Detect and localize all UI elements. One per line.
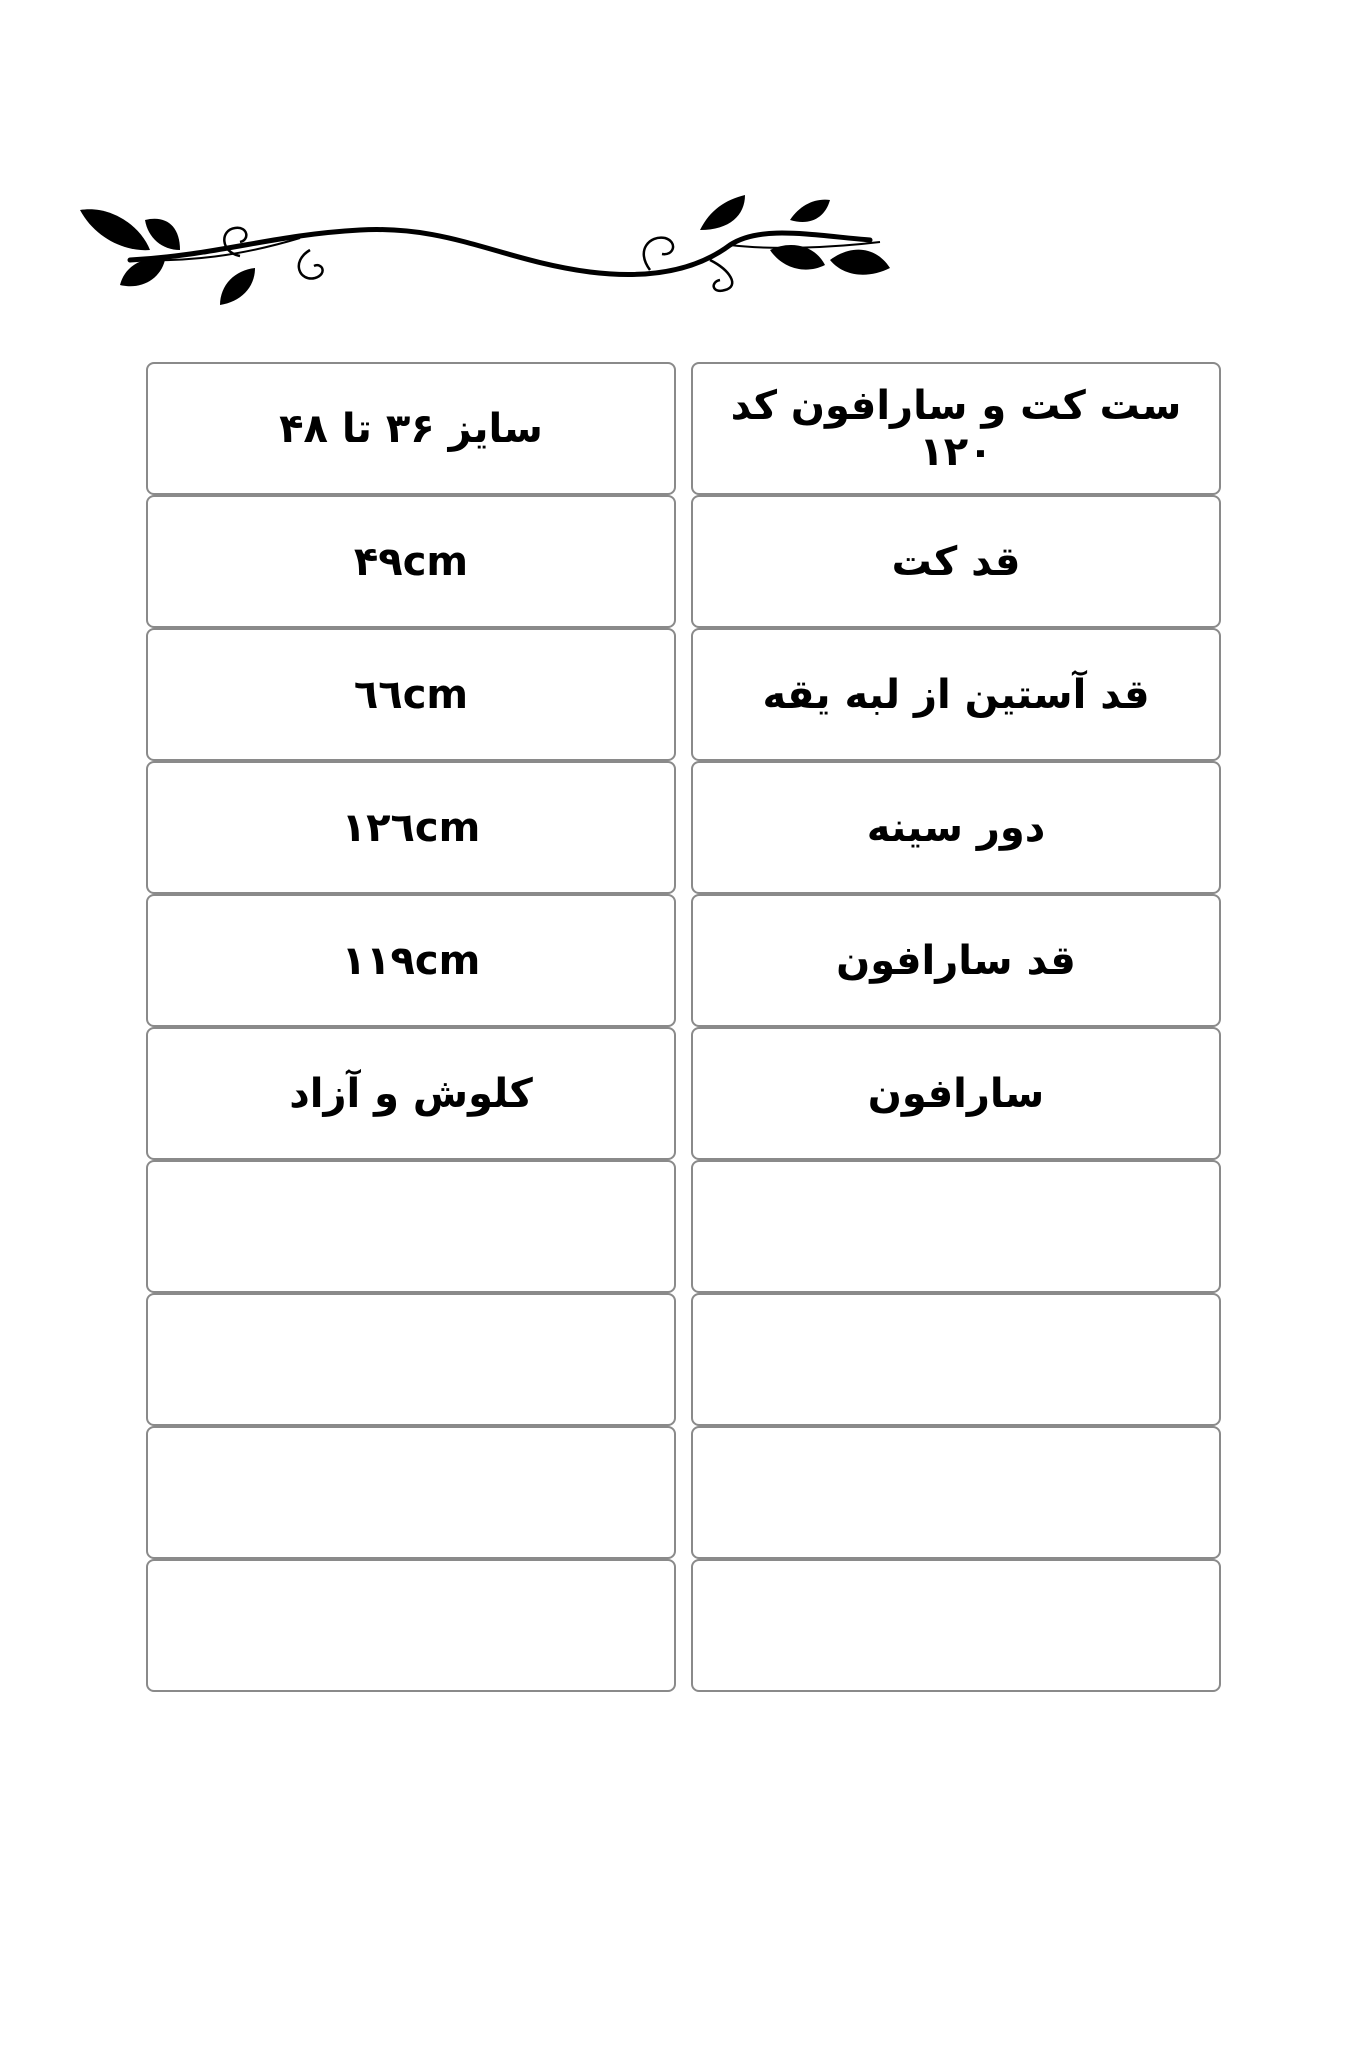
table-value-cell: ۱۲٦cm	[146, 761, 676, 894]
table-label-cell: سارافون	[691, 1027, 1221, 1160]
table-empty-cell	[146, 1426, 676, 1559]
table-label-cell: قد سارافون	[691, 894, 1221, 1027]
table-empty-cell	[691, 1160, 1221, 1293]
table-value-cell: ۱۱۹cm	[146, 894, 676, 1027]
table-label-cell: قد کت	[691, 495, 1221, 628]
table-empty-cell	[146, 1160, 676, 1293]
table-empty-cell	[691, 1293, 1221, 1426]
table-value-cell: ٦٦cm	[146, 628, 676, 761]
table-empty-cell	[146, 1293, 676, 1426]
table-label-cell: قد آستین از لبه یقه	[691, 628, 1221, 761]
table-empty-cell	[691, 1426, 1221, 1559]
vine-ornament-icon	[70, 190, 900, 320]
table-empty-cell	[691, 1559, 1221, 1692]
table-empty-cell	[146, 1559, 676, 1692]
table-label-cell: ست کت و سارافون کد ۱۲۰	[691, 362, 1221, 495]
table-value-cell: سایز ۳۶ تا ۴۸	[146, 362, 676, 495]
table-value-cell: کلوش و آزاد	[146, 1027, 676, 1160]
table-value-cell: ۴۹cm	[146, 495, 676, 628]
size-table	[146, 362, 1228, 1692]
table-label-cell: دور سینه	[691, 761, 1221, 894]
